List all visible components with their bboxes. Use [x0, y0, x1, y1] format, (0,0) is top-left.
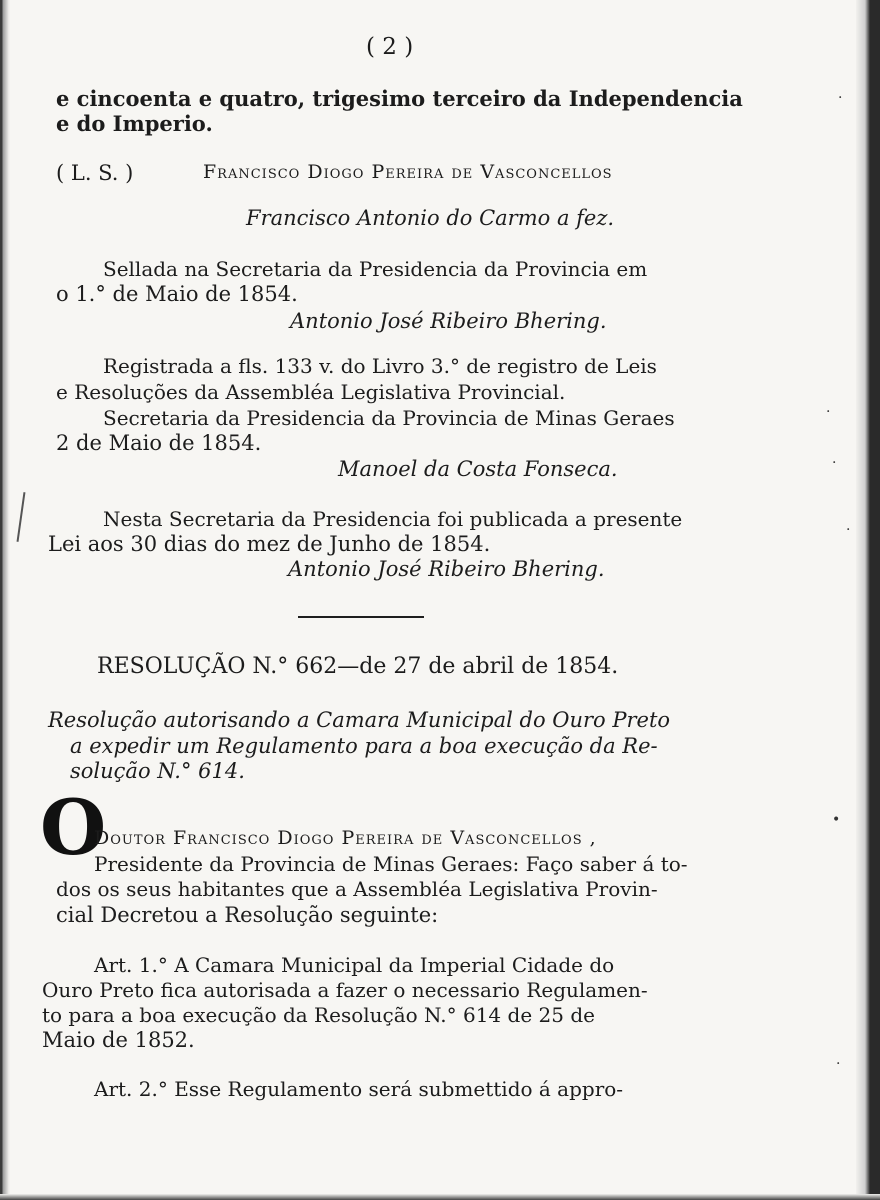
page-number: ( 2 ) [366, 34, 414, 60]
article-line: Art. 2.° Esse Regulamento será submettido á appro- [94, 1077, 624, 1101]
article-line: Maio de 1852. [42, 1028, 195, 1052]
text-line: 2 de Maio de 1854. [56, 431, 262, 455]
seal-marker: ( L. S. ) [56, 161, 134, 185]
signature-line: Antonio José Ribeiro Bhering. [288, 557, 605, 581]
ink-speck: · [838, 90, 843, 106]
preamble-line: dos os seus habitantes que a Assembléa Legislativa Provin- [56, 877, 658, 901]
section-divider [298, 616, 424, 618]
text-line: o 1.° de Maio de 1854. [56, 282, 298, 306]
preamble-line: Doutor Francisco Diogo Pereira de Vasconcellos , [94, 827, 597, 849]
text-line: Secretaria da Presidencia da Provincia de Minas Geraes [103, 406, 675, 430]
text-line: Nesta Secretaria da Presidencia foi publicada a presente [103, 507, 683, 531]
text-line: Registrada a fls. 133 v. do Livro 3.° de registro de Leis [103, 354, 657, 378]
page-bottom-edge [0, 1194, 880, 1200]
clerk-signature: Francisco Antonio do Carmo a fez. [246, 206, 615, 230]
pencil-mark [17, 492, 26, 542]
preamble-line: cial Decretou a Resolução seguinte: [56, 903, 439, 927]
article-line: to para a boa execução da Resolução N.° 614 de 25 de [42, 1003, 595, 1027]
article-line: Art. 1.° A Camara Municipal da Imperial Cidade do [94, 953, 615, 977]
text-line: Sellada na Secretaria da Presidencia da Provincia em [103, 257, 648, 281]
preamble-line: Presidente da Provincia de Minas Geraes: Faço saber á to- [94, 852, 688, 876]
drop-cap: O [40, 783, 107, 872]
signature-line: Manoel da Costa Fonseca. [338, 457, 618, 481]
page-right-edge [856, 0, 880, 1200]
summary-line: Resolução autorisando a Camara Municipal do Ouro Preto [48, 708, 671, 732]
ink-speck: · [836, 1056, 841, 1072]
ink-speck: · [826, 404, 831, 420]
text-line: e Resoluções da Assembléa Legislativa Provincial. [56, 380, 566, 404]
text-line: Lei aos 30 dias do mez de Junho de 1854. [48, 532, 491, 556]
text-line: e cincoenta e quatro, trigesimo terceiro da Independencia [56, 86, 743, 111]
signature-line: Antonio José Ribeiro Bhering. [290, 309, 607, 333]
ink-speck: • [832, 812, 841, 828]
page-left-edge [0, 0, 10, 1200]
article-line: Ouro Preto fica autorisada a fazer o necessario Regulamen- [42, 978, 648, 1002]
summary-line: solução N.° 614. [70, 759, 245, 783]
signatory-name: Francisco Diogo Pereira de Vasconcellos [203, 161, 613, 183]
resolution-title: RESOLUÇÃO N.° 662—de 27 de abril de 1854. [97, 654, 619, 679]
ink-speck: · [832, 455, 837, 471]
ink-speck: · [846, 522, 851, 538]
summary-line: a expedir um Regulamento para a boa execução da Re- [70, 734, 658, 758]
text-line: e do Imperio. [56, 111, 213, 136]
